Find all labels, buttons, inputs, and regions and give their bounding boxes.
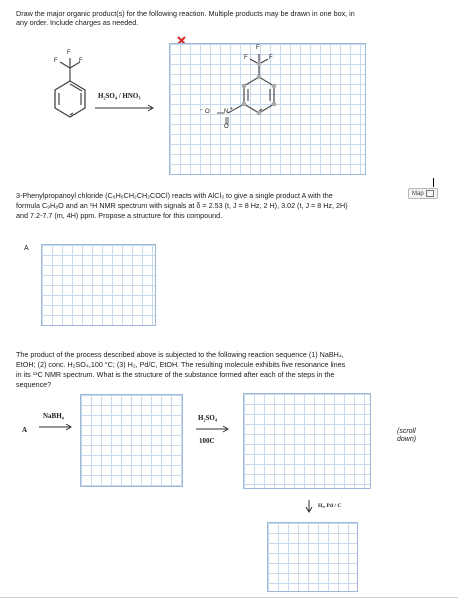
q1-prod-f-right: F xyxy=(269,55,273,61)
q1-instruction-line2: any order. Include charges as needed. xyxy=(16,18,139,27)
q3-scroll-note-2: down) xyxy=(397,436,417,443)
q1-sm-f-top: F xyxy=(67,50,71,56)
map-button-label: Map xyxy=(412,191,424,197)
q3-line1: The product of the process described above is subjected to the following reaction sequence (1) NaBH₄, xyxy=(16,350,344,359)
q1-sm-f-right: F xyxy=(79,58,83,64)
q3-line3: in its ¹³C NMR spectrum. What is the structure of the substance formed after each of the steps in the xyxy=(16,370,335,379)
q1-nitro-o-bottom: O xyxy=(224,124,229,130)
q3-step3-reagent: H₂, Pd / C xyxy=(318,503,342,509)
q3-scroll-note-1: (scroll xyxy=(397,428,416,435)
q1-instruction-line1: Draw the major organic product(s) for the following reaction. Multiple products may be drawn in one box, in xyxy=(16,9,355,18)
q1-starting-material xyxy=(30,45,100,135)
q3-step2-arrow xyxy=(196,425,232,433)
q2-line1: 3-Phenylpropanoyl chloride (C₆H₅CH₂CH₂COCl) reacts with AlCl₃ to give a single product A with the xyxy=(16,191,333,200)
q3-line4: sequence? xyxy=(16,380,52,389)
q1-reaction-arrow xyxy=(95,104,157,112)
q3-step2-reagent: H₂SO₄ xyxy=(198,414,217,422)
q2-line3: and 7.2-7.7 (m, 4H) ppm. Propose a structure for this compound. xyxy=(16,211,223,220)
q1-nitro-minus: – xyxy=(200,107,203,113)
q3-step1-reagent: NaBH₄ xyxy=(43,412,64,420)
q1-prod-f-left: F xyxy=(244,55,248,61)
delete-icon[interactable] xyxy=(177,32,186,41)
q3-step3-canvas[interactable] xyxy=(267,522,358,592)
map-icon xyxy=(426,190,434,197)
q2-drawing-canvas[interactable] xyxy=(41,244,156,326)
q1-nitro-n: N xyxy=(224,109,229,115)
map-button[interactable] xyxy=(408,188,438,199)
q2-line2: formula C₉H₈O and an ¹H NMR spectrum with signals at δ = 2.53 (t, J = 8 Hz, 2 H), 3.02 (t, J = 8 Hz, 2H) xyxy=(16,201,348,210)
q1-product-structure xyxy=(195,42,305,142)
q3-step3-arrow xyxy=(305,500,313,514)
q2-answer-label: A xyxy=(24,245,29,252)
q1-nitro-plus: + xyxy=(230,106,233,112)
q3-step2-canvas[interactable] xyxy=(243,393,371,489)
text-cursor xyxy=(433,178,434,187)
q1-reagent: H₂SO₄ / HNO₃ xyxy=(98,92,141,100)
q3-step2-condition: 100C xyxy=(199,437,215,445)
bottom-divider xyxy=(0,597,458,598)
q1-nitro-o-top: O xyxy=(205,109,210,115)
q3-line2: EtOH; (2) conc. H₂SO₄,100 °C; (3) H₂, Pd/C, EtOH. The resulting molecule exhibits five resonance lines xyxy=(16,360,346,369)
q1-prod-f-top: F xyxy=(256,45,260,51)
q3-start-label: A xyxy=(22,426,28,434)
q1-sm-f-left: F xyxy=(54,58,58,64)
q3-step1-arrow xyxy=(39,423,75,431)
q3-step1-canvas[interactable] xyxy=(80,394,183,487)
